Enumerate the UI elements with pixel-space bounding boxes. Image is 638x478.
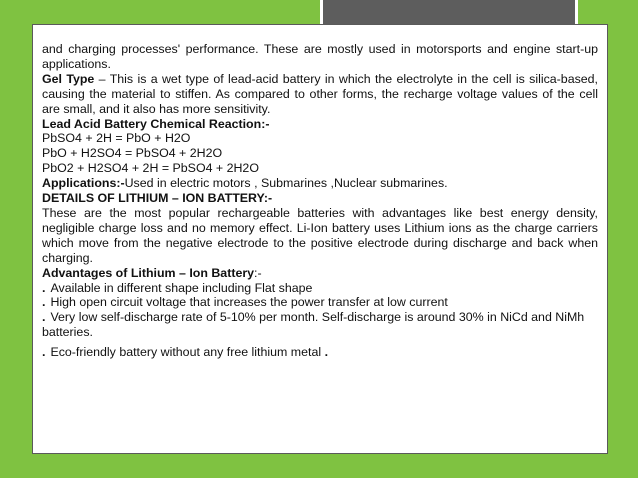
lithium-heading: DETAILS OF LITHIUM – ION BATTERY:- — [42, 191, 273, 206]
slide-content-panel — [32, 24, 608, 454]
gel-type-label: Gel Type — [42, 71, 95, 86]
advantage-text: High open circuit voltage that increases the power transfer at low current — [50, 295, 448, 310]
advantage-item — [42, 345, 598, 360]
lithium-paragraph: These are the most popular rechargeable batteries with advantages like best energy density, negligible charge loss and no memory effect. Li-Ion battery uses Lithium ions as the charge carriers which move from the negative electrode to the positive electrode during discharge and back when charging. — [42, 205, 598, 265]
advantage-text: Available in different shape including Flat shape — [50, 280, 313, 295]
advantage-item — [42, 310, 598, 340]
advantage-item — [42, 281, 598, 296]
advantage-text: Eco-friendly battery without any free lithium metal — [50, 345, 322, 360]
bullet-mark: . — [42, 295, 46, 310]
reaction-heading: Lead Acid Battery Chemical Reaction:- — [42, 116, 270, 131]
applications-paragraph — [42, 176, 598, 191]
slide-text — [42, 42, 598, 360]
advantages-suffix: :- — [254, 265, 262, 280]
reaction-line: PbO2 + H2SO4 + 2H = PbSO4 + 2H2O — [42, 161, 259, 176]
advantage-item — [42, 295, 598, 310]
applications-label: Applications:- — [42, 176, 125, 191]
advantage-text: Very low self-discharge rate of 5-10% per month. Self-discharge is around 30% in NiCd and NiMh batteries. — [42, 310, 585, 340]
gel-type-paragraph — [42, 72, 598, 117]
advantages-heading — [42, 266, 598, 281]
gel-type-text: – This is a wet type of lead-acid battery in which the electrolyte in the cell is silica-based, causing the material to stiffen. As compared to other forms, the recharge voltage values of the cell are small, and it also has more sensitivity. — [42, 71, 598, 116]
bullet-mark: . — [42, 280, 46, 295]
bullet-mark: . — [42, 310, 46, 325]
bullet-mark: . — [42, 345, 46, 360]
advantages-label: Advantages of Lithium – Ion Battery — [42, 265, 255, 280]
trailing-mark: . — [324, 345, 329, 360]
applications-text: Used in electric motors , Submarines ,Nuclear submarines. — [124, 176, 448, 191]
reaction-line: PbSO4 + 2H = PbO + H2O — [42, 131, 191, 146]
intro-paragraph: and charging processes' performance. These are mostly used in motorsports and engine start-up applications. — [42, 42, 598, 71]
reaction-line: PbO + H2SO4 = PbSO4 + 2H2O — [42, 146, 223, 161]
